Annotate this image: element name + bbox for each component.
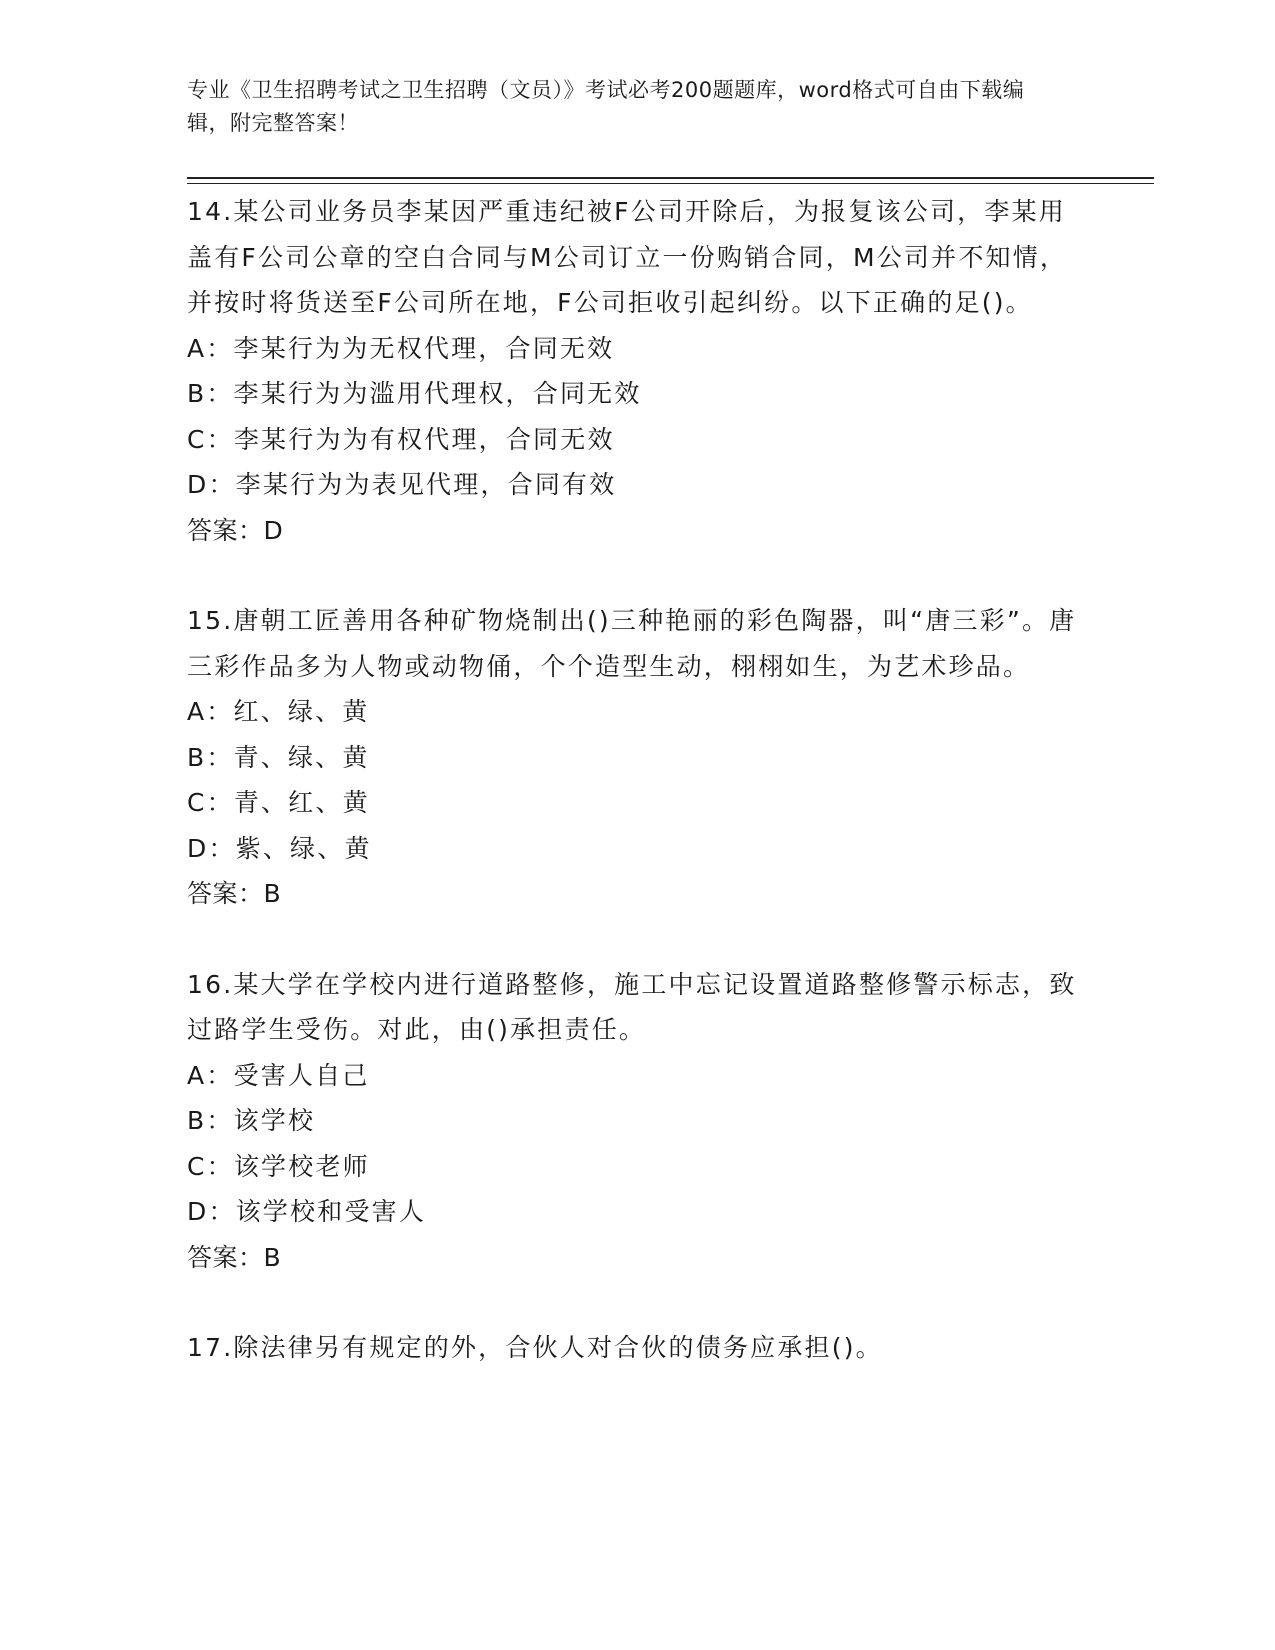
answer-line: 答案：B <box>187 879 282 908</box>
option-c: C：青、红、黄 <box>187 788 370 817</box>
question-stem: 15.唐朝工匠善用各种矿物烧制出()三种艳丽的彩色陶器，叫“唐三彩”。唐三彩作品多为人物或动物俑，个个造型生动，栩栩如生，为艺术珍品。 <box>187 606 1077 681</box>
question-stem: 16.某大学在学校内进行道路整修，施工中忘记设置道路整修警示标志，致过路学生受伤。对此，由()承担责任。 <box>187 969 1077 1044</box>
question-spacer <box>187 917 1077 962</box>
page-header: 专业《卫生招聘考试之卫生招聘（文员）》考试必考200题题库，word格式可自由下载编辑，附完整答案！ <box>187 78 1025 135</box>
option-d: D：紫、绿、黄 <box>187 833 372 863</box>
question-spacer <box>187 553 1077 598</box>
option-b: B：李某行为为滥用代理权，合同无效 <box>187 379 642 408</box>
header-rule-thin <box>187 183 1154 184</box>
option-b: B：该学校 <box>187 1106 316 1135</box>
option-c: C：该学校老师 <box>187 1151 370 1181</box>
answer-line: 答案：D <box>187 515 284 545</box>
option-a: A：受害人自己 <box>187 1060 370 1090</box>
question-spacer <box>187 1280 1077 1325</box>
option-a: A：红、绿、黄 <box>187 697 370 726</box>
question-stem: 14.某公司业务员李某因严重违纪被F公司开除后，为报复该公司，李某用盖有F公司公章的空白合同与M公司订立一份购销合同，M公司并不知情，并按时将货送至F公司所在地，F公司拒收引起纠纷。以下正确的足()。 <box>187 197 1068 317</box>
question-list <box>187 189 1077 1371</box>
question-16 <box>187 962 1077 1281</box>
question-14 <box>187 189 1077 553</box>
question-15 <box>187 598 1077 917</box>
option-d: D：李某行为为表见代理，合同有效 <box>187 470 617 499</box>
option-c: C：李某行为为有权代理，合同无效 <box>187 424 615 454</box>
option-a: A：李某行为为无权代理，合同无效 <box>187 333 615 363</box>
answer-line: 答案：B <box>187 1242 282 1272</box>
option-b: B：青、绿、黄 <box>187 742 370 772</box>
option-d: D：该学校和受害人 <box>187 1197 427 1226</box>
question-stem: 17.除法律另有规定的外，合伙人对合伙的债务应承担()。 <box>187 1333 883 1362</box>
header-rule-thick <box>187 177 1154 179</box>
question-17 <box>187 1325 1077 1371</box>
